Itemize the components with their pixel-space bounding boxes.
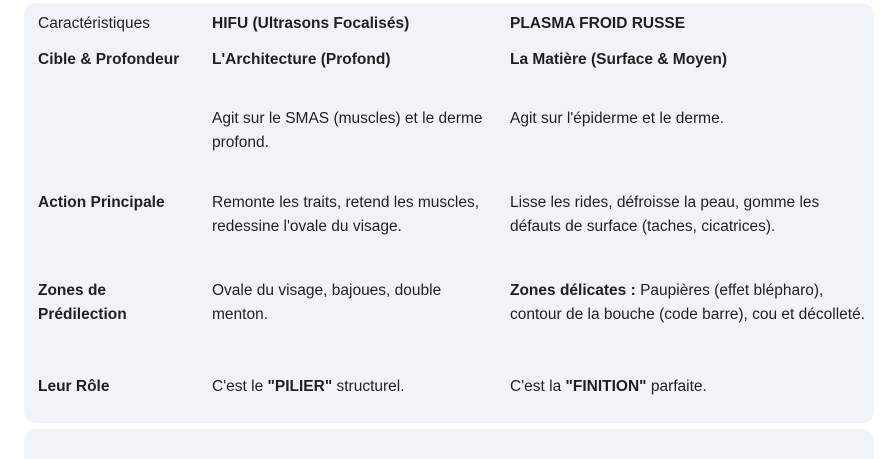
table-row <box>38 191 868 279</box>
row-label-role: Leur Rôle <box>38 378 110 395</box>
header-characteristics: Caractéristiques <box>38 15 150 32</box>
plasma-role-bold: "FINITION" <box>565 378 647 395</box>
comparison-table <box>38 3 868 405</box>
cell-plasma-role <box>510 375 868 405</box>
plasma-role-pre: C'est la <box>510 378 566 395</box>
table-row <box>38 279 868 375</box>
comparison-table-card <box>24 3 874 423</box>
header-plasma: PLASMA FROID RUSSE <box>510 15 686 32</box>
plasma-zones-text: Paupières (effet blépharo), contour de la bouche (code barre), cou et décolleté. <box>510 282 866 323</box>
cell-plasma-cible: La Matière (Surface & Moyen) <box>510 51 728 68</box>
cell-hifu-role <box>212 375 510 405</box>
plasma-zones-bold: Zones délicates : <box>510 282 636 299</box>
table-row <box>38 107 868 191</box>
cell-hifu-cible: L'Architecture (Profond) <box>212 51 391 68</box>
row-label-empty <box>38 107 212 191</box>
cell-hifu-action: Remonte les traits, retend les muscles, redessine l'ovale du visage. <box>212 194 480 235</box>
row-label-zones: Zones de Prédilection <box>38 282 127 323</box>
table-row <box>38 44 868 107</box>
table-row <box>38 375 868 405</box>
hifu-role-bold: "PILIER" <box>267 378 333 395</box>
header-hifu: HIFU (Ultrasons Focalisés) <box>212 15 410 32</box>
next-content-card <box>24 429 874 459</box>
cell-hifu-agit: Agit sur le SMAS (muscles) et le derme profond. <box>212 110 483 151</box>
cell-plasma-action: Lisse les rides, défroisse la peau, gomme les défauts de surface (taches, cicatrices). <box>510 194 820 235</box>
table-header-row <box>38 3 868 44</box>
row-label-cible: Cible & Profondeur <box>38 51 180 68</box>
cell-hifu-zones: Ovale du visage, bajoues, double menton. <box>212 282 442 323</box>
hifu-role-post: structurel. <box>332 378 405 395</box>
cell-plasma-zones <box>510 279 868 375</box>
cell-plasma-agit: Agit sur l'épiderme et le derme. <box>510 110 725 127</box>
hifu-role-pre: C'est le <box>212 378 268 395</box>
row-label-action: Action Principale <box>38 194 165 211</box>
plasma-role-post: parfaite. <box>646 378 707 395</box>
